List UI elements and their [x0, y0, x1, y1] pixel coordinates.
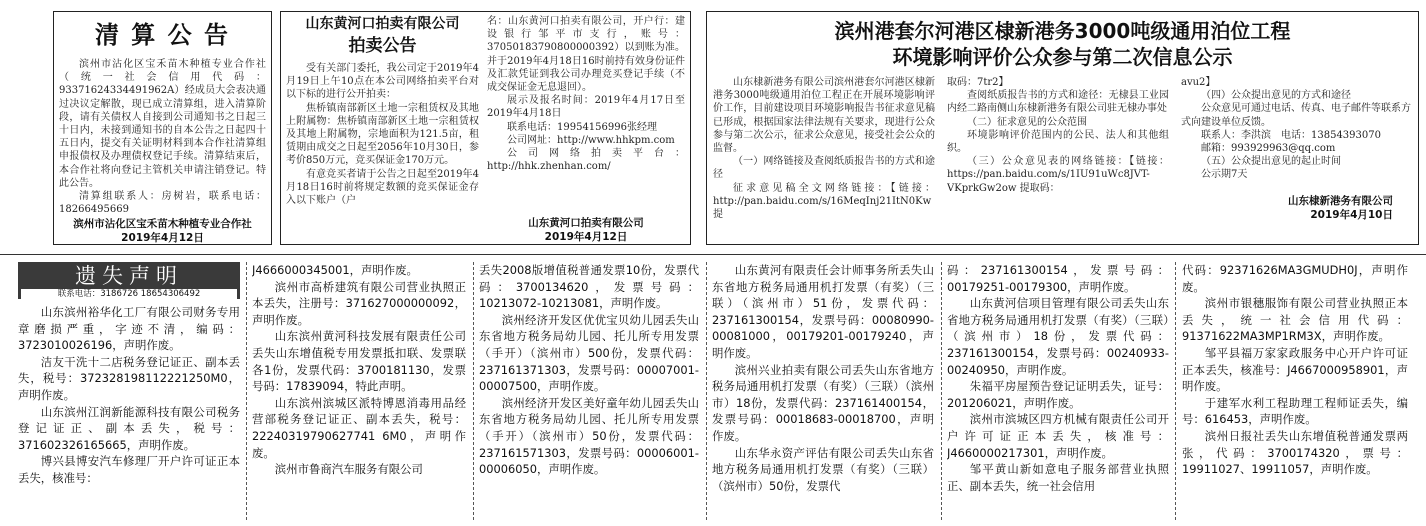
- lost-item: 滨州经济开发区优优宝贝幼儿园丢失山东省地方税务局幼儿园、托儿所专用发票（手开）（滨州市）500份，发票代码：237161371303，发票号码：00007001-00007500，声明作废。: [479, 312, 699, 394]
- lost-item: 邹平黄山新如意电子服务部营业执照正、副本丢失，统一社会信用: [947, 462, 1169, 493]
- notice-clearing-contact: 清算组联系人：房树岩，联系电话：18266495669: [59, 191, 266, 216]
- lost-item: 山东滨州黄河科技发展有限责任公司丢失山东增值税专用发票抵扣联、发票联各1份，发票代码：3700181130，发票号码：17839094，特此声明。: [252, 329, 466, 394]
- notice-auction-signer: 山东黄河口拍卖有限公司: [528, 217, 644, 229]
- section-divider: [0, 254, 1426, 255]
- lost-item: 滨州日报社丢失山东增值税普通发票两张，代码：3700174320，票号：19911027、19911057，声明作废。: [1182, 428, 1408, 477]
- lost-item: 滨州兴业拍卖有限公司丢失山东省地方税务局通用机打发票（有奖）（三联）（滨州市）18份，发票代码：237161400154，发票号码：00018683-00018700，声明作废。: [712, 362, 934, 443]
- env-para: （四）公众提出意见的方式和途径: [1201, 90, 1351, 102]
- lost-item: 山东黄河有限责任会计师事务所丢失山东省地方税务局通用机打发票（有奖）（三联）（滨州市）51份，发票代码：237161300154，发票号码：00080990-00081000，00179201-00179240，声明作废。: [712, 263, 934, 360]
- lost-item: 山东滨州江润新能源科技有限公司税务登记证正、副本丢失，税号：371602326165665，声明作废。: [18, 404, 240, 452]
- notice-auction-title: 拍卖公告: [348, 36, 417, 56]
- lost-item: 滨州市高桥建筑有限公司营业执照正本丢失，注册号：371627000000092，声明作废。: [252, 279, 466, 327]
- column-divider: [473, 262, 474, 520]
- notice-env-title-2: 环境影响评价公众参与第二次信息公示: [892, 45, 1233, 69]
- auction-para: 展示及报名时间：2019年4月17日至2019年4月18日: [487, 95, 685, 120]
- notice-auction-col2: [487, 15, 685, 173]
- lost-item: 滨州经济开发区美好童年幼儿园丢失山东省地方税务局幼儿园、托儿所专用发票（手开）（滨州市）50份，发票代码：237161571303，发票号码：00006001-00006050，声明作废。: [479, 395, 699, 477]
- env-para: 查阅纸质报告书的方式和途径：无棣县工业园内经二路南侧山东棣新港务有限公司驻无棣办事处: [947, 90, 1169, 115]
- lost-col-2: [252, 262, 466, 522]
- lost-item: 朱福平房屋预告登记证明丢失，证号：201206021，声明作废。: [947, 379, 1169, 410]
- notice-clearing-signer: 滨州市沾化区宝禾苗木种植专业合作社: [73, 218, 252, 231]
- env-para: avu2】: [1181, 77, 1216, 88]
- notice-clearing-title: 清 算 公 告: [94, 21, 231, 49]
- env-link: （三）公众意见表的网络链接：【链接：https://pan.baidu.com/s/1IU91uWc8JVT-VKprkGw2ow 提取码：: [947, 156, 1169, 194]
- notice-env-col3: [1181, 76, 1411, 182]
- env-para: 山东棣新港务有限公司滨州港套尔河港区棣新港务3000吨级通用泊位工程正在开展环境影响评价工作，目前建设项目环境影响报告书征求意见稿已形成，根据国家法律法规有关要求，现进行公众参与第二次公示，征求公众意见，接受社会公众的监督。: [713, 77, 935, 155]
- lost-item: 滨州市滨城区四方机械有限责任公司开户许可证正本丢失，核准号：J4660000217301，声明作废。: [947, 412, 1169, 460]
- auction-para: 联系电话：19954156996张经理: [507, 121, 657, 133]
- notice-env-col2: [947, 76, 1169, 195]
- notice-clearing: [53, 11, 272, 245]
- lost-item: 码：237161300154，发票号码：00179251-00179300，声明作废。: [947, 263, 1169, 294]
- auction-para: 焦桥镇南部新区土地一宗租赁权及其地上附属物：焦桥镇南部新区土地一宗租赁权及其地上附属物，宗地面积为121.5亩，租赁期由成交之日起至2056年10月30日，参考价850万元，竞买保证金170万元。: [286, 102, 479, 167]
- env-para: 邮箱：993929963@qq.com: [1201, 143, 1336, 155]
- env-para: 公众意见可通过电话、传真、电子邮件等联系方式向建设单位反馈。: [1181, 103, 1411, 128]
- lost-col-4: [712, 262, 934, 522]
- notice-env-date: 2019年4月10日: [1310, 208, 1393, 221]
- env-para: 环境影响评价范围内的公民、法人和其他组织。: [947, 129, 1169, 155]
- column-divider: [1175, 262, 1176, 520]
- lost-section-header: [18, 262, 240, 299]
- column-divider: [246, 262, 247, 520]
- lost-item: 于建军水利工程助理工程师证丢失，编号：616453，声明作废。: [1182, 395, 1408, 427]
- lost-col-5: [947, 262, 1169, 522]
- lost-item: 代码：92371626MA3GMUDH0J，声明作废。: [1182, 263, 1408, 294]
- auction-para: 有意竞买者请于公告之日起至2019年4月18日16时前将规定数额的竞买保证金存入以下账户（户: [286, 168, 479, 207]
- notice-auction-col1: [286, 62, 479, 207]
- lost-section-contact: 联系电话：3186726 18654306492: [21, 289, 237, 299]
- lost-item: 滨州市鲁商汽车服务有限公司: [274, 462, 423, 477]
- notice-env: [706, 11, 1419, 245]
- lost-item: 洁友干洗十二店税务登记证正、副本丢失，税号：372328198112221250M0，声明作废。: [18, 354, 240, 402]
- notice-clearing-date: 2019年4月12日: [121, 232, 204, 245]
- lost-item: 山东黄河信项目管理有限公司丢失山东省地方税务局通用机打发票（有奖）（三联）（滨州市）18份，发票代码：237161300154，发票号码：00240933-00240950，声明作废。: [947, 296, 1169, 377]
- notice-env-signer: 山东棣新港务有限公司: [1288, 194, 1393, 207]
- lost-item: 山东滨州滨城区派特博恩消毒用品经营部税务登记证正、副本丢失，税号：22240319790627741 6M0，声明作废。: [252, 395, 466, 460]
- lost-item: 丢失2008版增值税普通发票10份，发票代码：3700134620，发票号码：10213072-10213081，声明作废。: [479, 263, 699, 311]
- env-para: 取码：7tr2】: [947, 77, 1009, 88]
- notice-auction: [280, 11, 691, 245]
- lost-col-6: [1182, 262, 1408, 522]
- notice-auction-company: 山东黄河口拍卖有限公司: [305, 16, 460, 32]
- lost-item: 博兴县博安汽车修理厂开户许可证正本丢失，核准号：: [18, 454, 240, 485]
- auction-link: 公司网络拍卖平台：http://hhk.zhenhan.com/: [487, 148, 685, 173]
- lost-item: 邹平县福万家家政服务中心开户许可证正本丢失，核准号：J4667000958901，声明作废。: [1182, 345, 1408, 394]
- env-para: （一）网络链接及查阅纸质报告书的方式和途径: [713, 156, 935, 181]
- env-para: （二）征求意见的公众范围: [967, 116, 1087, 128]
- lost-item: 山东华永资产评估有限公司丢失山东省地方税务局通用机打发票（有奖）（三联）（滨州市）50份，发票代: [712, 445, 934, 493]
- env-para: 公示期7天: [1201, 169, 1248, 181]
- notice-env-col1: [713, 76, 935, 221]
- env-para: 联系人：李洪滨 电话：13854393070: [1201, 129, 1381, 141]
- lost-col-1: [18, 304, 240, 522]
- notice-env-title-1: 滨州港套尔河港区棣新港务3000吨级通用泊位工程: [834, 19, 1291, 43]
- auction-para: 受有关部门委托，我公司定于2019年4月19日上午10点在本公司网络拍卖平台对以下标的进行公开拍卖：: [286, 63, 479, 101]
- lost-item: 滨州市银穗服饰有限公司营业执照正本丢失，统一社会信用代码：91371622MA3MP1RM3X，声明作废。: [1182, 296, 1408, 344]
- lost-item: J4666000345001，声明作废。: [252, 263, 418, 277]
- env-para: （五）公众提出意见的起止时间: [1201, 156, 1341, 168]
- column-divider: [706, 262, 707, 520]
- lost-item: 山东滨州裕华化工厂有限公司财务专用章磨损严重，字迹不清，编码：3723010026196，声明作废。: [18, 305, 240, 353]
- auction-para: 名：山东黄河口拍卖有限公司，开户行：建设银行邹平市支行，账号：37050183790800000392）以到账为准。并于2019年4月18日16时前持有效身份证件及汇款凭证到我公司办理竞买登记手续（不成交保证金无息退回）。: [487, 16, 685, 94]
- lost-section-title: 遗失声明: [75, 264, 183, 288]
- notice-auction-date: 2019年4月12日: [544, 231, 628, 243]
- auction-link: 公司网址：http://www.hhkpm.com: [507, 134, 675, 146]
- column-divider: [941, 262, 942, 520]
- lost-col-3: [479, 262, 699, 522]
- env-link: 征求意见稿全文网络链接：【链接：http://pan.baidu.com/s/16MeqInj21ItN0Kw 提: [713, 182, 935, 221]
- notice-clearing-body: 滨州市沾化区宝禾苗木种植专业合作社（统一社会信用代码：93371624334491962A）经成员大会表决通过决议定解散，现已成立清算组，进入清算阶段，请有关债权人自接到公司通知书之日起三十日内，未接到通知书的自本公告之日起四十五日内，提交有关证明材料到本合作社清算组申报债权及办理债权登记手续。清算结束后，本合作社将向登记主管机关申请注销登记。特此公告。: [59, 59, 266, 189]
